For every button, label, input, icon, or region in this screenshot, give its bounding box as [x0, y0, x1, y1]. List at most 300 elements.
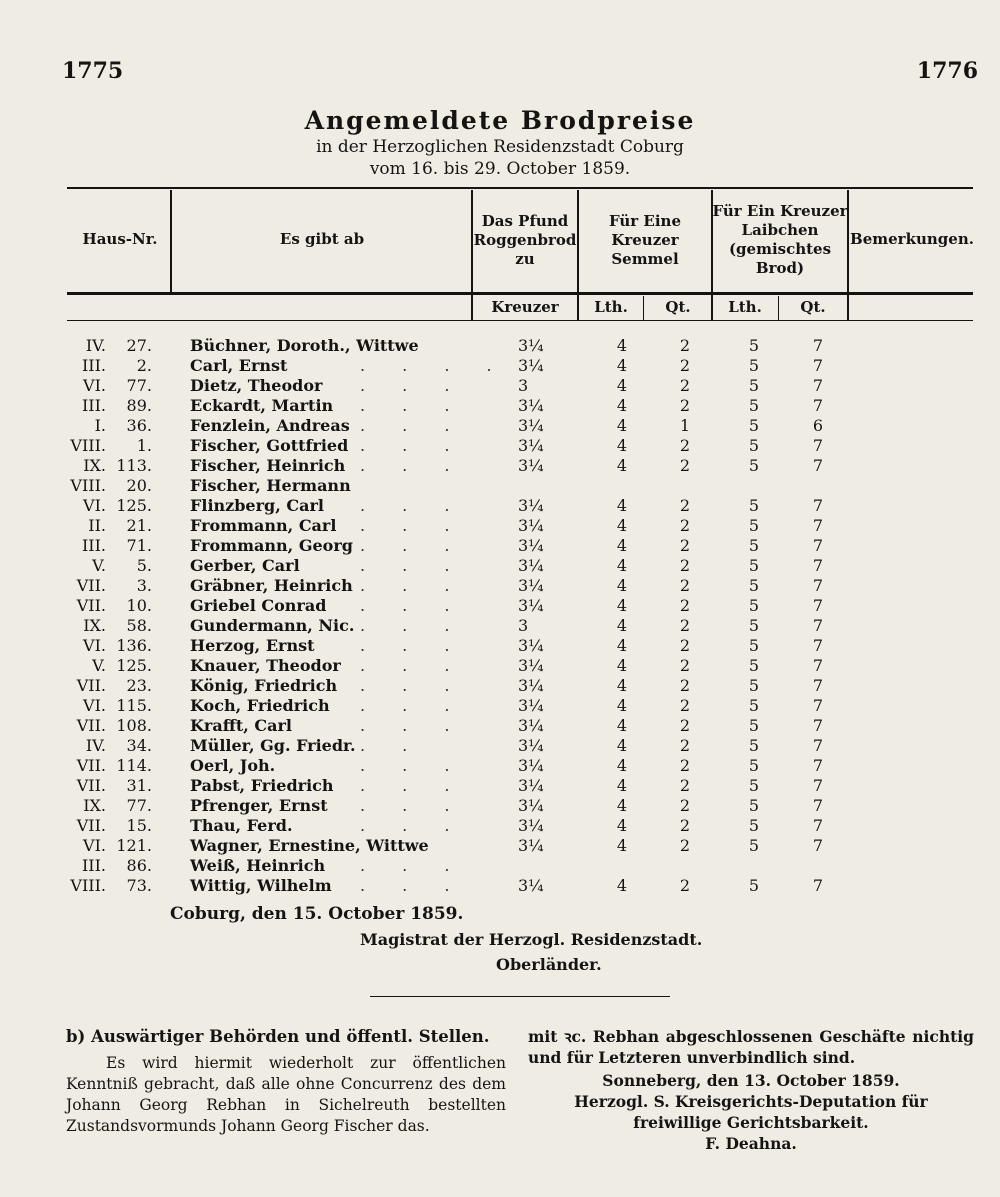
row-quarter: VII.	[76, 576, 106, 595]
table-row	[0, 596, 1000, 616]
row-leader-dots: . . .	[360, 416, 466, 435]
row-leader-dots: . . .	[360, 376, 466, 395]
row-semmel-lth: 4	[616, 736, 628, 755]
row-leader-dots: . . .	[360, 396, 466, 415]
table-row	[0, 496, 1000, 516]
row-rye-bread-price: 3	[518, 616, 529, 635]
table-row	[0, 776, 1000, 796]
row-leader-dots: . . .	[360, 536, 466, 555]
row-rye-bread-price: 3¼	[518, 836, 544, 855]
row-baker-name: König, Friedrich	[190, 676, 338, 695]
row-leader-dots: . . .	[360, 596, 466, 615]
row-rye-bread-price: 3¼	[518, 776, 544, 795]
row-laib-lth: 5	[748, 836, 760, 855]
table-top-rule	[67, 187, 973, 189]
table-header-rule	[67, 292, 973, 295]
row-laib-lth: 5	[748, 776, 760, 795]
row-house-number: 77.	[126, 376, 152, 395]
row-semmel-qt: 2	[679, 756, 691, 775]
row-baker-name: Griebel Conrad	[190, 596, 327, 615]
table-row	[0, 476, 1000, 496]
row-laib-lth: 5	[748, 436, 760, 455]
row-leader-dots: . . .	[360, 876, 466, 895]
table-row	[0, 856, 1000, 876]
table-row	[0, 656, 1000, 676]
row-laib-lth: 5	[748, 696, 760, 715]
row-semmel-qt: 2	[679, 396, 691, 415]
row-quarter: VII.	[76, 816, 106, 835]
row-baker-name: Knauer, Theodor	[190, 656, 341, 675]
row-laib-qt: 6	[812, 416, 824, 435]
row-baker-name: Wittig, Wilhelm	[190, 876, 332, 895]
row-baker-name: Weiß, Heinrich	[190, 856, 326, 875]
row-house-number: 73.	[126, 876, 152, 895]
row-rye-bread-price: 3¼	[518, 716, 544, 735]
closing-signature: Oberländer.	[496, 955, 602, 974]
row-laib-lth: 5	[748, 576, 760, 595]
row-laib-qt: 7	[812, 356, 824, 375]
table-row	[0, 736, 1000, 756]
row-house-number: 21.	[126, 516, 152, 535]
table-row	[0, 796, 1000, 816]
row-rye-bread-price: 3¼	[518, 576, 544, 595]
row-semmel-qt: 2	[679, 496, 691, 515]
row-semmel-lth: 4	[616, 436, 628, 455]
row-quarter: V.	[92, 556, 106, 575]
row-laib-lth: 5	[748, 496, 760, 515]
table-row	[0, 416, 1000, 436]
row-baker-name: Pfrenger, Ernst	[190, 796, 328, 815]
row-rye-bread-price: 3¼	[518, 416, 544, 435]
row-quarter: VIII.	[70, 876, 106, 895]
row-baker-name: Carl, Ernst	[190, 356, 288, 375]
row-baker-name: Thau, Ferd.	[190, 816, 293, 835]
table-row	[0, 536, 1000, 556]
row-laib-qt: 7	[812, 636, 824, 655]
row-house-number: 1.	[136, 436, 152, 455]
row-house-number: 34.	[126, 736, 152, 755]
page-number-left: 1775	[62, 58, 124, 84]
row-semmel-lth: 4	[616, 396, 628, 415]
row-semmel-lth: 4	[616, 356, 628, 375]
row-leader-dots: . . .	[360, 796, 466, 815]
row-semmel-qt: 2	[679, 796, 691, 815]
row-semmel-lth: 4	[616, 756, 628, 775]
row-semmel-lth: 4	[616, 556, 628, 575]
row-quarter: VII.	[76, 596, 106, 615]
row-semmel-qt: 2	[679, 456, 691, 475]
row-rye-bread-price: 3¼	[518, 496, 544, 515]
row-laib-lth: 5	[748, 876, 760, 895]
row-rye-bread-price: 3¼	[518, 336, 544, 355]
row-quarter: VIII.	[70, 436, 106, 455]
row-laib-lth: 5	[748, 356, 760, 375]
row-baker-name: Fischer, Heinrich	[190, 456, 346, 475]
row-quarter: VIII.	[70, 476, 106, 495]
row-laib-qt: 7	[812, 696, 824, 715]
row-semmel-qt: 2	[679, 736, 691, 755]
row-laib-lth: 5	[748, 756, 760, 775]
row-semmel-lth: 4	[616, 796, 628, 815]
row-laib-lth: 5	[748, 656, 760, 675]
row-laib-qt: 7	[812, 776, 824, 795]
row-house-number: 27.	[126, 336, 152, 355]
row-quarter: IX.	[83, 616, 106, 635]
row-semmel-qt: 2	[679, 696, 691, 715]
row-semmel-qt: 2	[679, 336, 691, 355]
row-quarter: VII.	[76, 756, 106, 775]
row-laib-lth: 5	[748, 376, 760, 395]
unit-qt-semmel: Qt.	[665, 298, 691, 316]
row-quarter: III.	[81, 856, 106, 875]
table-row	[0, 576, 1000, 596]
row-semmel-lth: 4	[616, 336, 628, 355]
row-quarter: VI.	[83, 496, 106, 515]
row-laib-qt: 7	[812, 796, 824, 815]
row-laib-qt: 7	[812, 336, 824, 355]
row-laib-lth: 5	[748, 676, 760, 695]
row-baker-name: Fischer, Hermann	[190, 476, 351, 495]
closing-date: Coburg, den 15. October 1859.	[170, 904, 464, 924]
row-baker-name: Gräbner, Heinrich	[190, 576, 353, 595]
row-rye-bread-price: 3¼	[518, 796, 544, 815]
row-house-number: 20.	[126, 476, 152, 495]
row-house-number: 114.	[116, 756, 152, 775]
unit-qt-laib: Qt.	[800, 298, 826, 316]
page-number-right: 1776	[916, 58, 978, 84]
row-rye-bread-price: 3¼	[518, 676, 544, 695]
row-semmel-qt: 1	[679, 416, 691, 435]
row-baker-name: Müller, Gg. Friedr.	[190, 736, 356, 755]
row-leader-dots: . . . .	[360, 356, 508, 375]
row-leader-dots: . . .	[360, 776, 466, 795]
row-quarter: VI.	[83, 836, 106, 855]
row-laib-qt: 7	[812, 456, 824, 475]
table-subtitle: in der Herzoglichen Residenzstadt Coburg	[316, 137, 684, 157]
header-laibchen: Für Ein Kreuzer Laibchen (gemischtes Brod)	[712, 202, 848, 277]
row-laib-lth: 5	[748, 396, 760, 415]
table-row	[0, 636, 1000, 656]
header-bemerkungen: Bemerkungen.	[850, 230, 974, 248]
row-rye-bread-price: 3¼	[518, 516, 544, 535]
notice-authority-line-1: Herzogl. S. Kreisgerichts-Deputation für	[574, 1092, 928, 1111]
row-laib-lth: 5	[748, 616, 760, 635]
row-baker-name: Dietz, Theodor	[190, 376, 323, 395]
row-laib-qt: 7	[812, 496, 824, 515]
row-baker-name: Oerl, Joh.	[190, 756, 276, 775]
notice-place-date: Sonneberg, den 13. October 1859.	[602, 1071, 900, 1090]
row-quarter: II.	[88, 516, 106, 535]
row-quarter: III.	[81, 356, 106, 375]
section-b-right-column	[528, 1026, 974, 1154]
row-house-number: 2.	[136, 356, 152, 375]
table-row	[0, 456, 1000, 476]
row-quarter: III.	[81, 396, 106, 415]
row-semmel-qt: 2	[679, 656, 691, 675]
table-row	[0, 616, 1000, 636]
table-row	[0, 336, 1000, 356]
row-house-number: 86.	[126, 856, 152, 875]
row-semmel-lth: 4	[616, 876, 628, 895]
row-semmel-lth: 4	[616, 636, 628, 655]
row-rye-bread-price: 3¼	[518, 436, 544, 455]
notice-authority-line-2: freiwillige Gerichtsbarkeit.	[633, 1113, 869, 1132]
row-laib-qt: 7	[812, 816, 824, 835]
row-semmel-qt: 2	[679, 596, 691, 615]
row-laib-lth: 5	[748, 716, 760, 735]
row-laib-qt: 7	[812, 616, 824, 635]
table-row	[0, 876, 1000, 896]
row-leader-dots: . . .	[360, 496, 466, 515]
row-semmel-lth: 4	[616, 616, 628, 635]
row-leader-dots: . . .	[360, 856, 466, 875]
row-rye-bread-price: 3¼	[518, 556, 544, 575]
row-baker-name: Fenzlein, Andreas	[190, 416, 350, 435]
row-quarter: IV.	[85, 336, 106, 355]
row-laib-lth: 5	[748, 736, 760, 755]
row-laib-qt: 7	[812, 516, 824, 535]
row-quarter: VI.	[83, 376, 106, 395]
table-row	[0, 836, 1000, 856]
table-row	[0, 556, 1000, 576]
row-baker-name: Flinzberg, Carl	[190, 496, 324, 515]
section-b-left-column	[66, 1026, 506, 1137]
row-house-number: 89.	[126, 396, 152, 415]
row-rye-bread-price: 3¼	[518, 876, 544, 895]
row-leader-dots: . . .	[360, 636, 466, 655]
row-baker-name: Herzog, Ernst	[190, 636, 315, 655]
row-laib-lth: 5	[748, 636, 760, 655]
unit-lth-semmel: Lth.	[594, 298, 628, 316]
row-semmel-qt: 2	[679, 556, 691, 575]
row-house-number: 5.	[136, 556, 152, 575]
row-leader-dots: . . .	[360, 756, 466, 775]
row-baker-name: Gerber, Carl	[190, 556, 300, 575]
row-baker-name: Gundermann, Nic.	[190, 616, 355, 635]
row-leader-dots: . . .	[360, 676, 466, 695]
row-semmel-lth: 4	[616, 836, 628, 855]
row-leader-dots: . . .	[360, 436, 466, 455]
row-rye-bread-price: 3¼	[518, 536, 544, 555]
table-row	[0, 756, 1000, 776]
row-rye-bread-price: 3¼	[518, 396, 544, 415]
header-es-gibt-ab: Es gibt ab	[279, 230, 365, 248]
row-rye-bread-price: 3¼	[518, 816, 544, 835]
row-semmel-qt: 2	[679, 576, 691, 595]
row-semmel-lth: 4	[616, 596, 628, 615]
table-unit-rule	[67, 320, 973, 321]
row-quarter: VII.	[76, 776, 106, 795]
row-rye-bread-price: 3¼	[518, 596, 544, 615]
row-quarter: V.	[92, 656, 106, 675]
row-laib-qt: 7	[812, 436, 824, 455]
row-quarter: III.	[81, 536, 106, 555]
row-house-number: 125.	[116, 656, 152, 675]
row-semmel-lth: 4	[616, 376, 628, 395]
row-baker-name: Krafft, Carl	[190, 716, 292, 735]
row-rye-bread-price: 3¼	[518, 636, 544, 655]
row-house-number: 71.	[126, 536, 152, 555]
row-semmel-qt: 2	[679, 676, 691, 695]
row-house-number: 10.	[126, 596, 152, 615]
bread-price-table-body	[0, 336, 1000, 896]
row-laib-qt: 7	[812, 596, 824, 615]
table-row	[0, 356, 1000, 376]
row-laib-qt: 7	[812, 756, 824, 775]
table-row	[0, 376, 1000, 396]
row-house-number: 31.	[126, 776, 152, 795]
table-row	[0, 716, 1000, 736]
row-semmel-qt: 2	[679, 876, 691, 895]
row-laib-qt: 7	[812, 656, 824, 675]
row-laib-qt: 7	[812, 876, 824, 895]
row-baker-name: Wagner, Ernestine, Wittwe	[190, 836, 429, 855]
row-leader-dots: . . .	[360, 576, 466, 595]
row-laib-lth: 5	[748, 536, 760, 555]
row-semmel-lth: 4	[616, 576, 628, 595]
table-row	[0, 516, 1000, 536]
unit-lth-laib: Lth.	[728, 298, 762, 316]
row-baker-name: Koch, Friedrich	[190, 696, 330, 715]
row-semmel-lth: 4	[616, 676, 628, 695]
row-house-number: 136.	[116, 636, 152, 655]
row-semmel-qt: 2	[679, 436, 691, 455]
row-laib-qt: 7	[812, 676, 824, 695]
table-row	[0, 436, 1000, 456]
row-laib-qt: 7	[812, 396, 824, 415]
row-leader-dots: . .	[360, 736, 424, 755]
row-laib-lth: 5	[748, 516, 760, 535]
row-laib-lth: 5	[748, 816, 760, 835]
row-house-number: 125.	[116, 496, 152, 515]
row-semmel-lth: 4	[616, 416, 628, 435]
row-laib-qt: 7	[812, 736, 824, 755]
row-leader-dots: . . .	[360, 556, 466, 575]
row-semmel-qt: 2	[679, 836, 691, 855]
row-house-number: 23.	[126, 676, 152, 695]
notice-signature: F. Deahna.	[705, 1134, 797, 1153]
row-semmel-qt: 2	[679, 616, 691, 635]
row-quarter: IX.	[83, 796, 106, 815]
row-laib-qt: 7	[812, 376, 824, 395]
table-row	[0, 676, 1000, 696]
row-semmel-lth: 4	[616, 536, 628, 555]
row-baker-name: Büchner, Doroth., Wittwe	[190, 336, 419, 355]
row-leader-dots: . . .	[360, 696, 466, 715]
row-laib-lth: 5	[748, 796, 760, 815]
row-leader-dots: . . .	[360, 656, 466, 675]
header-haus-nr: Haus-Nr.	[82, 230, 158, 248]
section-separator	[370, 996, 670, 997]
row-house-number: 121.	[116, 836, 152, 855]
row-quarter: IV.	[85, 736, 106, 755]
row-leader-dots: . . .	[360, 716, 466, 735]
row-semmel-lth: 4	[616, 516, 628, 535]
row-quarter: VII.	[76, 716, 106, 735]
row-laib-lth: 5	[748, 556, 760, 575]
header-semmel: Für Eine Kreuzer Semmel	[609, 212, 681, 268]
row-laib-lth: 5	[748, 596, 760, 615]
row-semmel-qt: 2	[679, 716, 691, 735]
row-rye-bread-price: 3¼	[518, 696, 544, 715]
row-house-number: 115.	[116, 696, 152, 715]
row-semmel-qt: 2	[679, 636, 691, 655]
table-date-range: vom 16. bis 29. October 1859.	[369, 159, 631, 179]
closing-authority: Magistrat der Herzogl. Residenzstadt.	[360, 930, 703, 949]
row-laib-qt: 7	[812, 576, 824, 595]
row-semmel-lth: 4	[616, 696, 628, 715]
row-rye-bread-price: 3¼	[518, 656, 544, 675]
row-quarter: VII.	[76, 676, 106, 695]
row-leader-dots: . . .	[360, 456, 466, 475]
row-house-number: 15.	[126, 816, 152, 835]
row-rye-bread-price: 3¼	[518, 756, 544, 775]
row-laib-lth: 5	[748, 456, 760, 475]
row-semmel-lth: 4	[616, 716, 628, 735]
row-semmel-qt: 2	[679, 776, 691, 795]
section-b-body: Es wird hiermit wiederholt zur öffentlichen Kenntniß gebracht, daß alle ohne Concurrenz des dem Johann Georg Rebhan in Sichelreuth bestellten Zustandsvormunds Johann Georg Fischer das.	[66, 1054, 506, 1135]
row-quarter: IX.	[83, 456, 106, 475]
row-semmel-qt: 2	[679, 816, 691, 835]
table-title-block	[180, 106, 820, 180]
row-house-number: 58.	[126, 616, 152, 635]
row-rye-bread-price: 3¼	[518, 456, 544, 475]
row-house-number: 77.	[126, 796, 152, 815]
row-quarter: VI.	[83, 696, 106, 715]
row-quarter: I.	[94, 416, 106, 435]
row-laib-qt: 7	[812, 536, 824, 555]
row-laib-lth: 5	[748, 416, 760, 435]
table-row	[0, 396, 1000, 416]
notice-continuation: mit ꝛc. Rebhan abgeschlossenen Geschäfte nichtig und für Letzteren unverbindlich sind.	[528, 1027, 974, 1067]
row-laib-lth: 5	[748, 336, 760, 355]
unit-kreuzer: Kreuzer	[491, 298, 559, 316]
row-leader-dots: . . .	[360, 816, 466, 835]
table-row	[0, 816, 1000, 836]
row-semmel-qt: 2	[679, 516, 691, 535]
row-laib-qt: 7	[812, 716, 824, 735]
header-roggenbrod: Das Pfund Roggenbrod zu	[473, 212, 577, 268]
row-semmel-lth: 4	[616, 816, 628, 835]
row-semmel-lth: 4	[616, 776, 628, 795]
row-quarter: VI.	[83, 636, 106, 655]
row-leader-dots: . . .	[360, 516, 466, 535]
row-house-number: 36.	[126, 416, 152, 435]
row-semmel-lth: 4	[616, 656, 628, 675]
row-house-number: 108.	[116, 716, 152, 735]
row-semmel-qt: 2	[679, 376, 691, 395]
row-house-number: 113.	[116, 456, 152, 475]
row-baker-name: Eckardt, Martin	[190, 396, 334, 415]
row-rye-bread-price: 3¼	[518, 736, 544, 755]
row-semmel-lth: 4	[616, 456, 628, 475]
table-row	[0, 696, 1000, 716]
row-semmel-qt: 2	[679, 536, 691, 555]
row-leader-dots: . . .	[360, 616, 466, 635]
row-baker-name: Pabst, Friedrich	[190, 776, 334, 795]
row-baker-name: Frommann, Carl	[190, 516, 337, 535]
row-house-number: 3.	[136, 576, 152, 595]
row-laib-qt: 7	[812, 556, 824, 575]
section-b-heading: b) Auswärtiger Behörden und öffentl. Stellen.	[66, 1027, 490, 1046]
table-title: Angemeldete Brodpreise	[304, 106, 696, 135]
row-rye-bread-price: 3	[518, 376, 529, 395]
row-semmel-qt: 2	[679, 356, 691, 375]
row-baker-name: Frommann, Georg	[190, 536, 353, 555]
row-baker-name: Fischer, Gottfried	[190, 436, 349, 455]
row-rye-bread-price: 3¼	[518, 356, 544, 375]
row-semmel-lth: 4	[616, 496, 628, 515]
